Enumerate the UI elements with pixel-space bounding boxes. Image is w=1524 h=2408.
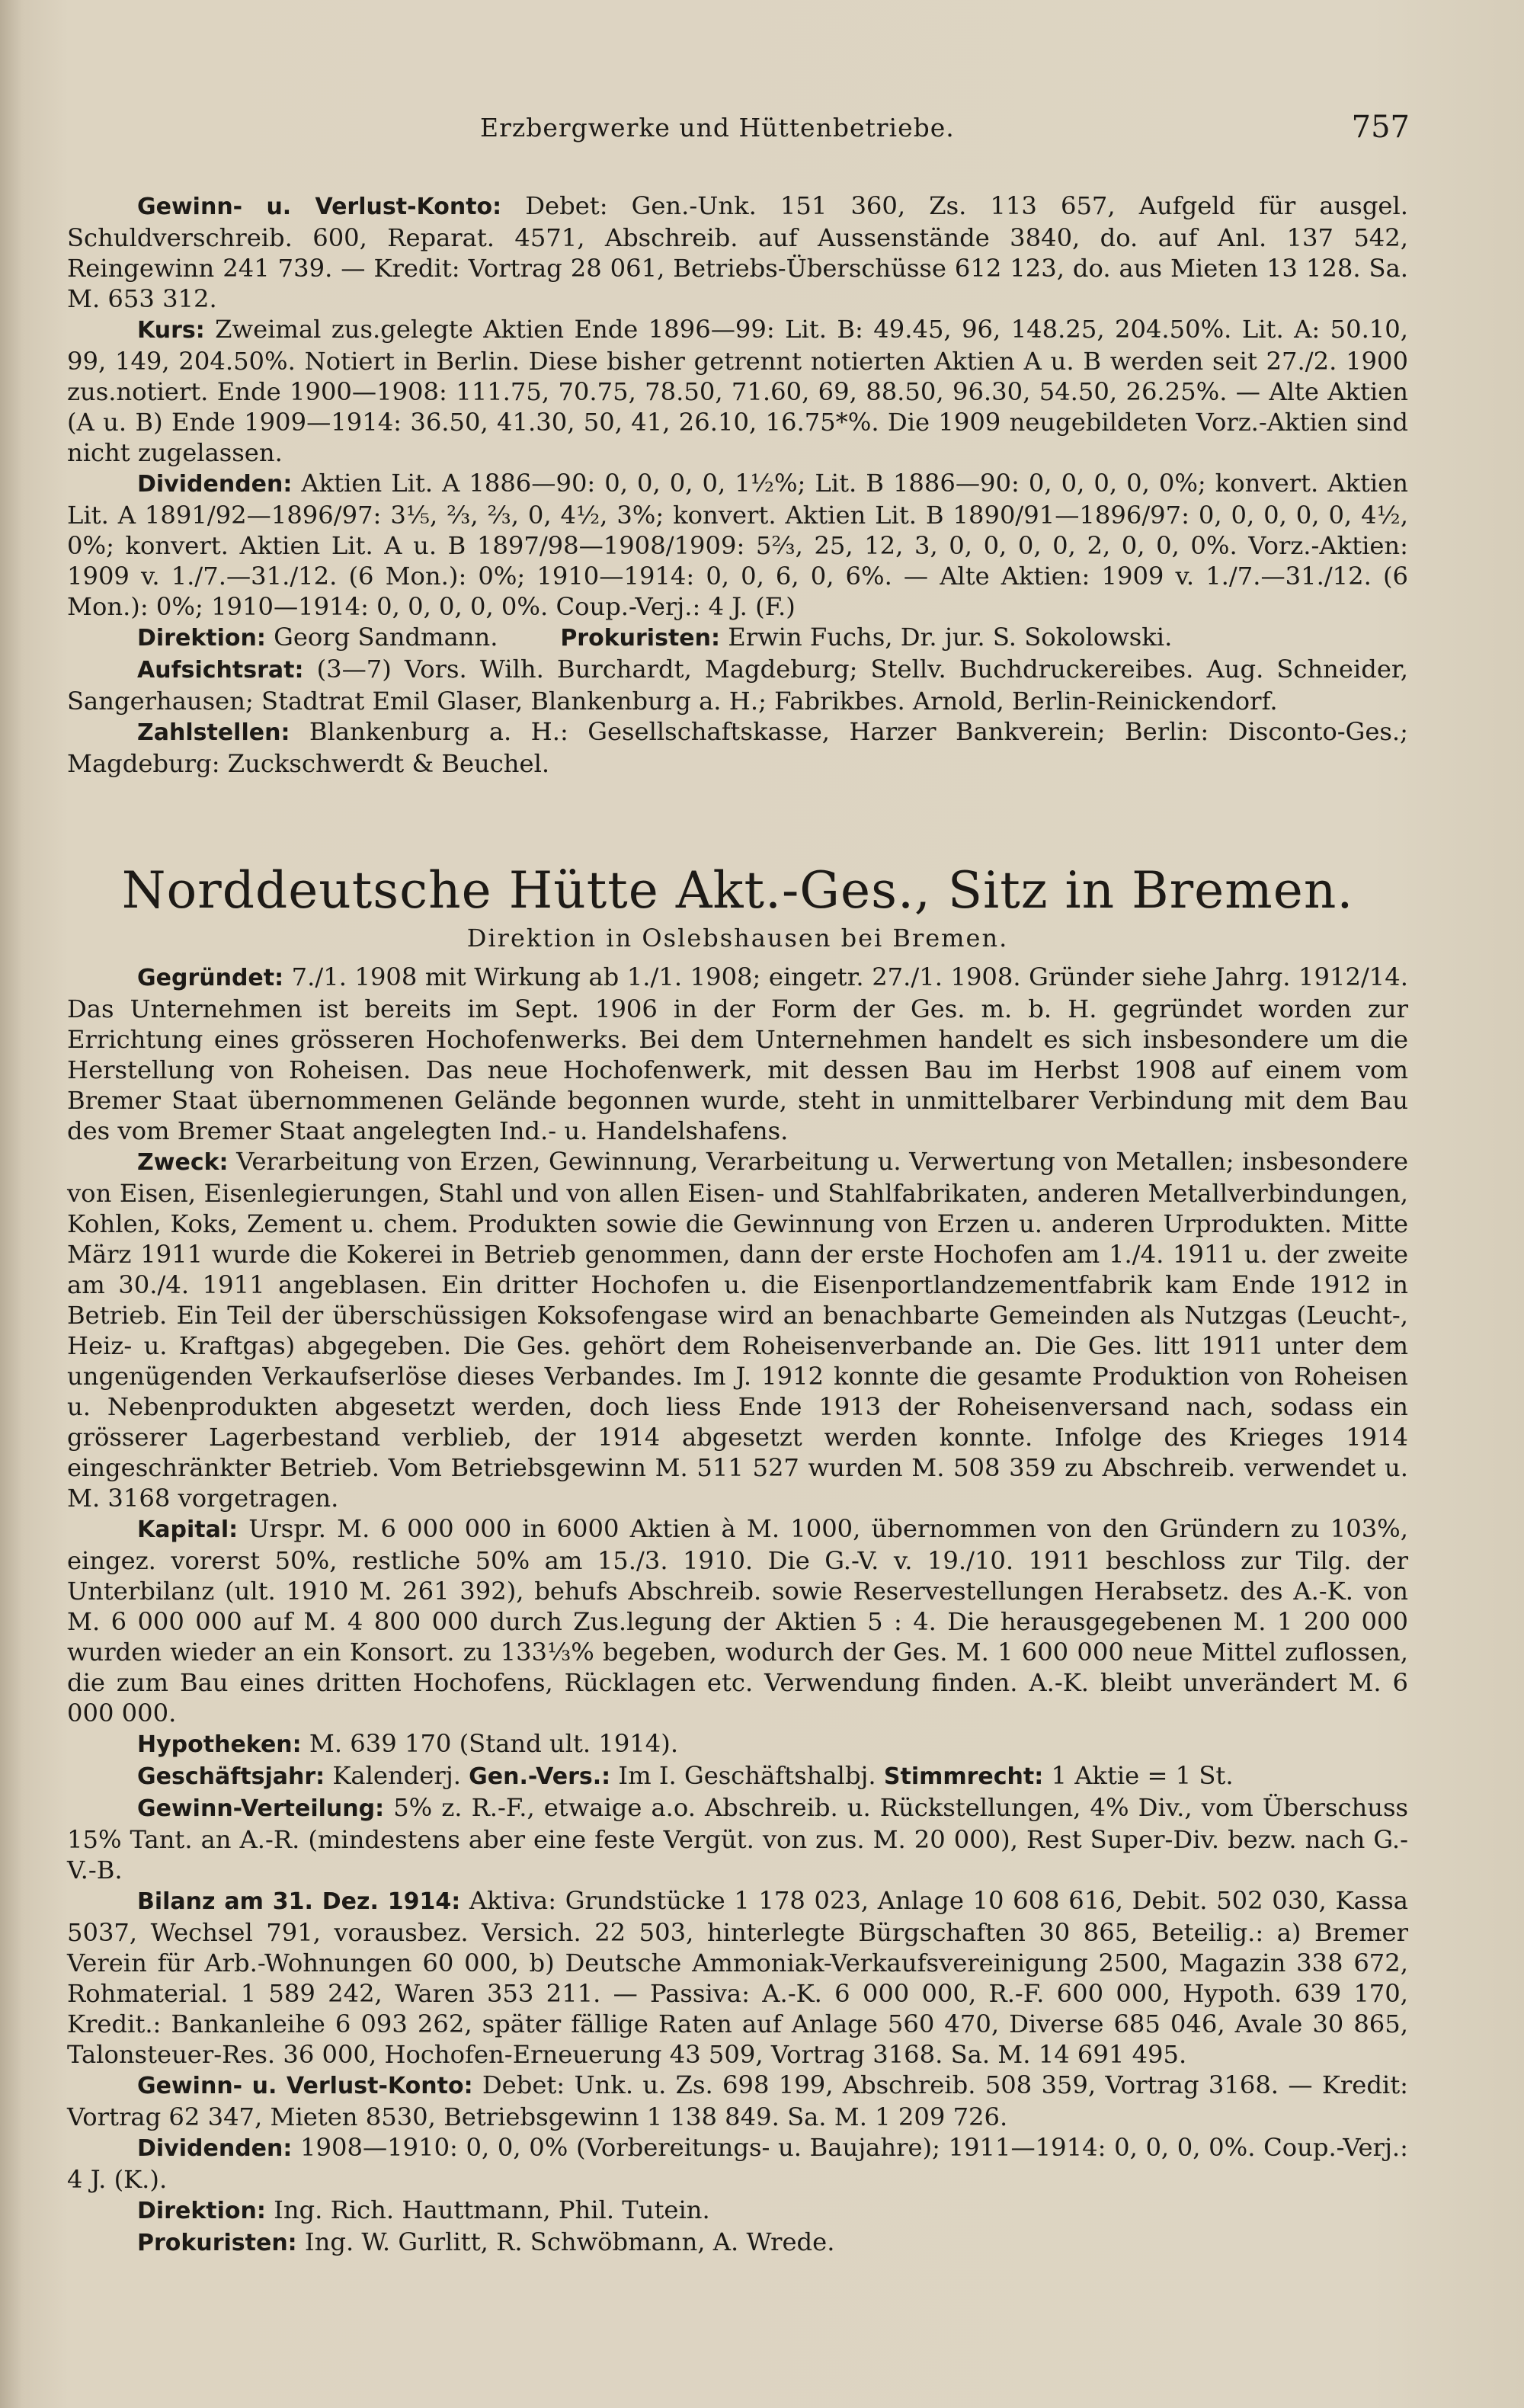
keyword-direktion: Direktion:	[137, 2198, 266, 2224]
keyword-zahlstellen: Zahlstellen:	[137, 719, 290, 746]
keyword-kurs: Kurs:	[137, 317, 205, 344]
keyword-hypotheken: Hypotheken:	[137, 1731, 302, 1758]
text-prokuristen: Ing. W. Gurlitt, R. Schwöbmann, A. Wrede.	[296, 2227, 835, 2256]
keyword-gewinn: Gewinn- u. Verlust-Konto:	[137, 194, 502, 220]
paragraph-gewinnverteilung	[67, 1792, 1408, 1885]
running-title: Erzbergwerke und Hüttenbetriebe.	[480, 113, 955, 142]
keyword-prokuristen-prev: Prokuristen:	[560, 625, 720, 652]
text-dividenden: 1908—1910: 0, 0, 0% (Vorbereitungs- u. Baujahre); 1911—1914: 0, 0, 0, 0%. Coup.-Verj.: 4 J. (K.).	[67, 2133, 1408, 2194]
running-header	[99, 110, 1410, 151]
page-number: 757	[1351, 110, 1410, 145]
paragraph-dividenden	[67, 2132, 1408, 2195]
previous-entry	[67, 191, 1408, 779]
keyword-geschaeftsjahr: Geschäftsjahr:	[137, 1763, 325, 1790]
text-gewinnverteilung: 5% z. R.-F., etwaige a.o. Abschreib. u. Rückstellungen, 4% Div., vom Überschuss 15% Tant. an A.-R. (mindestens aber eine feste Vergüt. von zus. M. 20 000), Rest Super-Div. bezw. nach G.-V.-B.	[67, 1793, 1408, 1884]
paragraph-aufsichtsrat	[67, 654, 1408, 716]
text-direktion: Ing. Rich. Hauttmann, Phil. Tutein.	[265, 2195, 710, 2224]
text-zahlstellen: Blankenburg a. H.: Gesellschaftskasse, Harzer Bankverein; Berlin: Disconto-Ges.; Magdeburg: Zuckschwerdt & Beuchel.	[67, 717, 1408, 778]
keyword-prokuristen: Prokuristen:	[137, 2230, 297, 2256]
keyword-dividenden-prev: Dividenden:	[137, 471, 293, 498]
keyword-stimmrecht: Stimmrecht:	[883, 1763, 1044, 1790]
paragraph-hypotheken	[67, 1728, 1408, 1760]
keyword-aufsichtsrat: Aufsichtsrat:	[137, 657, 304, 684]
paragraph-guv	[67, 2070, 1408, 2132]
paragraph-dividenden-prev	[67, 468, 1408, 622]
text-bilanz: Aktiva: Grundstücke 1 178 023, Anlage 10 608 616, Debit. 502 030, Kassa 5037, Wechsel 791, vorausbez. Versich. 22 503, hinterlegte Bürgschaften 30 865, Beteilig.: a) Bremer Verein für Arb.-Wohnungen 60 000, b) Deutsche Ammoniak-Verkaufsvereinigung 2500, Magazin 338 672, Rohmaterial. 1 589 242, Waren 353 211. — Passiva: A.-K. 6 000 000, R.-F. 600 000, Hypoth. 639 170, Kredit.: Bankanleihe 6 093 262, später fällige Raten auf Anlage 560 470, Diverse 685 046, Avale 30 865, Talonsteuer-Res. 36 000, Hochofen-Erneuerung 43 509, Vortrag 3168. Sa. M. 14 691 495.	[67, 1886, 1409, 2069]
paragraph-kapital	[67, 1513, 1408, 1728]
paragraph-zahlstellen	[67, 716, 1408, 779]
text-genvers: Im I. Geschäftshalbj.	[610, 1761, 876, 1790]
paragraph-gegruendet	[67, 962, 1408, 1146]
text-prokuristen-prev: Erwin Fuchs, Dr. jur. S. Sokolowski.	[720, 623, 1173, 652]
keyword-direktion-prev: Direktion:	[137, 625, 266, 652]
text-stimmrecht: 1 Aktie = 1 St.	[1043, 1761, 1234, 1790]
text-geschaeftsjahr: Kalenderj.	[325, 1761, 461, 1790]
paragraph-geschaeftsjahr	[67, 1760, 1408, 1792]
company-subtitle: Direktion in Oslebshausen bei Bremen.	[466, 924, 1009, 953]
text-kurs: Zweimal zus.gelegte Aktien Ende 1896—99: Lit. B: 49.45, 96, 148.25, 204.50%. Lit. A: 50.10, 99, 149, 204.50%. Notiert in Berlin. Diese bisher getrennt notierten Aktien A u. B werden seit 27./2. 1900 zus.notiert. Ende 1900—1908: 111.75, 70.75, 78.50, 71.60, 69, 88.50, 96.30, 54.50, 26.25%. — Alte Aktien (A u. B) Ende 1909—1914: 36.50, 41.30, 50, 41, 26.10, 16.75*%. Die 1909 neugebildeten Vorz.-Aktien sind nicht zugelassen.	[67, 315, 1408, 467]
paragraph-kurs	[67, 314, 1408, 468]
keyword-bilanz: Bilanz am 31. Dez. 1914:	[137, 1888, 461, 1915]
company-entry	[67, 962, 1408, 2259]
paragraph-direktion	[67, 2195, 1408, 2227]
keyword-kapital: Kapital:	[137, 1516, 239, 1543]
paragraph-gewinn	[67, 191, 1408, 314]
company-title: Norddeutsche Hütte Akt.-Ges., Sitz in Bremen.	[121, 861, 1354, 920]
text-aufsichtsrat: (3—7) Vors. Wilh. Burchardt, Magdeburg; Stellv. Buchdruckereibes. Aug. Schneider, Sangerhausen; Stadtrat Emil Glaser, Blankenburg a. H.; Fabrikbes. Arnold, Berlin-Reinickendorf.	[67, 655, 1408, 716]
keyword-guv: Gewinn- u. Verlust-Konto:	[137, 2073, 473, 2099]
text-gewinn: Debet: Gen.-Unk. 151 360, Zs. 113 657, Aufgeld für ausgel. Schuldverschreib. 600, Reparat. 4571, Abschreib. auf Aussenstände 3840, do. auf Anl. 137 542, Reingewinn 241 739. — Kredit: Vortrag 28 061, Betriebs-Überschüsse 612 123, do. aus Mieten 13 128. Sa. M. 653 312.	[67, 191, 1409, 313]
keyword-zweck: Zweck:	[137, 1149, 229, 1176]
text-direktion-prev: Georg Sandmann.	[265, 623, 498, 652]
text-gegruendet: 7./1. 1908 mit Wirkung ab 1./1. 1908; eingetr. 27./1. 1908. Gründer siehe Jahrg. 1912/14. Das Unternehmen ist bereits im Sept. 1906 in der Form der Ges. m. b. H. gegründet worden zur Errichtung eines grösseren Hochofenwerks. Bei dem Unternehmen handelt es sich insbesondere um die Herstellung von Roheisen. Das neue Hochofenwerk, mit dessen Bau im Herbst 1908 auf einem vom Bremer Staat übernommenen Gelände begonnen wurde, steht in unmittelbarer Verbindung mit dem Bau des vom Bremer Staat angelegten Ind.- u. Handelshafens.	[67, 962, 1408, 1145]
paragraph-zweck	[67, 1146, 1408, 1513]
keyword-gegruendet: Gegründet:	[137, 965, 284, 991]
text-hypotheken: M. 639 170 (Stand ult. 1914).	[301, 1729, 679, 1758]
text-guv: Debet: Unk. u. Zs. 698 199, Abschreib. 508 359, Vortrag 3168. — Kredit: Vortrag 62 347, Mieten 8530, Betriebsgewinn 1 138 849. Sa. M. 1 209 726.	[67, 2070, 1408, 2131]
keyword-dividenden: Dividenden:	[137, 2135, 293, 2162]
paragraph-direktion-prev	[67, 622, 1408, 654]
paragraph-bilanz	[67, 1885, 1408, 2070]
keyword-gewinnverteilung: Gewinn-Verteilung:	[137, 1795, 385, 1822]
keyword-genvers: Gen.-Vers.:	[469, 1763, 611, 1790]
text-kapital: Urspr. M. 6 000 000 in 6000 Aktien à M. 1000, übernommen von den Gründern zu 103%, eingez. vorerst 50%, restliche 50% am 15./3. 1910. Die G.-V. v. 19./10. 1911 beschloss zur Tilg. der Unterbilanz (ult. 1910 M. 261 392), behufs Abschreib. sowie Reservestellungen Herabsetz. des A.-K. von M. 6 000 000 auf M. 4 800 000 durch Zus.legung der Aktien 5 : 4. Die herausgegebenen M. 1 200 000 wurden wieder an ein Konsort. zu 133⅓% begeben, wodurch der Ges. M. 1 600 000 neue Mittel zuflossen, die zum Bau eines dritten Hochofens, Rücklagen etc. Verwendung finden. A.-K. bleibt unverändert M. 6 000 000.	[67, 1514, 1408, 1728]
paragraph-prokuristen	[67, 2227, 1408, 2259]
text-zweck: Verarbeitung von Erzen, Gewinnung, Verarbeitung u. Verwertung von Metallen; insbesondere von Eisen, Eisenlegierungen, Stahl und von allen Eisen- und Stahlfabrikaten, anderen Metallverbindungen, Kohlen, Koks, Zement u. chem. Produkten sowie die Gewinnung von Erzen u. anderen Urprodukten. Mitte März 1911 wurde die Kokerei in Betrieb genommen, dann der erste Hochofen am 1./4. 1911 u. der zweite am 30./4. 1911 angeblasen. Ein dritter Hochofen u. die Eisenportlandzementfabrik kam Ende 1912 in Betrieb. Ein Teil der überschüssigen Koksofengase wird an benachbarte Gemeinden als Nutzgas (Leucht-, Heiz- u. Kraftgas) abgegeben. Die Ges. gehört dem Roheisenverbande an. Die Ges. litt 1911 unter dem ungenügenden Verkaufserlöse dieses Verbandes. Im J. 1912 konnte die gesamte Produktion von Roheisen u. Nebenprodukten abgesetzt werden, doch liess Ende 1913 der Roheisenversand nach, sodass ein grösserer Lagerbestand verblieb, der 1914 abgesetzt werden konnte. Infolge des Krieges 1914 eingeschränkter Betrieb. Vom Betriebsgewinn M. 511 527 wurden M. 508 359 zu Abschreib. verwendet u. M. 3168 vorgetragen.	[67, 1147, 1408, 1513]
text-dividenden-prev: Aktien Lit. A 1886—90: 0, 0, 0, 0, 1½%; Lit. B 1886—90: 0, 0, 0, 0, 0%; konvert. Aktien Lit. A 1891/92—1896/97: 3⅕, ⅔, ⅔, 0, 4½, 3%; konvert. Aktien Lit. B 1890/91—1896/97: 0, 0, 0, 0, 0, 4½, 0%; konvert. Aktien Lit. A u. B 1897/98—1908/1909: 5⅔, 25, 12, 3, 0, 0, 0, 0, 2, 0, 0, 0%. Vorz.-Aktien: 1909 v. 1./7.—31./12. (6 Mon.): 0%; 1910—1914: 0, 0, 6, 0, 6%. — Alte Aktien: 1909 v. 1./7.—31./12. (6 Mon.): 0%; 1910—1914: 0, 0, 0, 0, 0%. Coup.-Verj.: 4 J. (F.)	[67, 469, 1408, 621]
